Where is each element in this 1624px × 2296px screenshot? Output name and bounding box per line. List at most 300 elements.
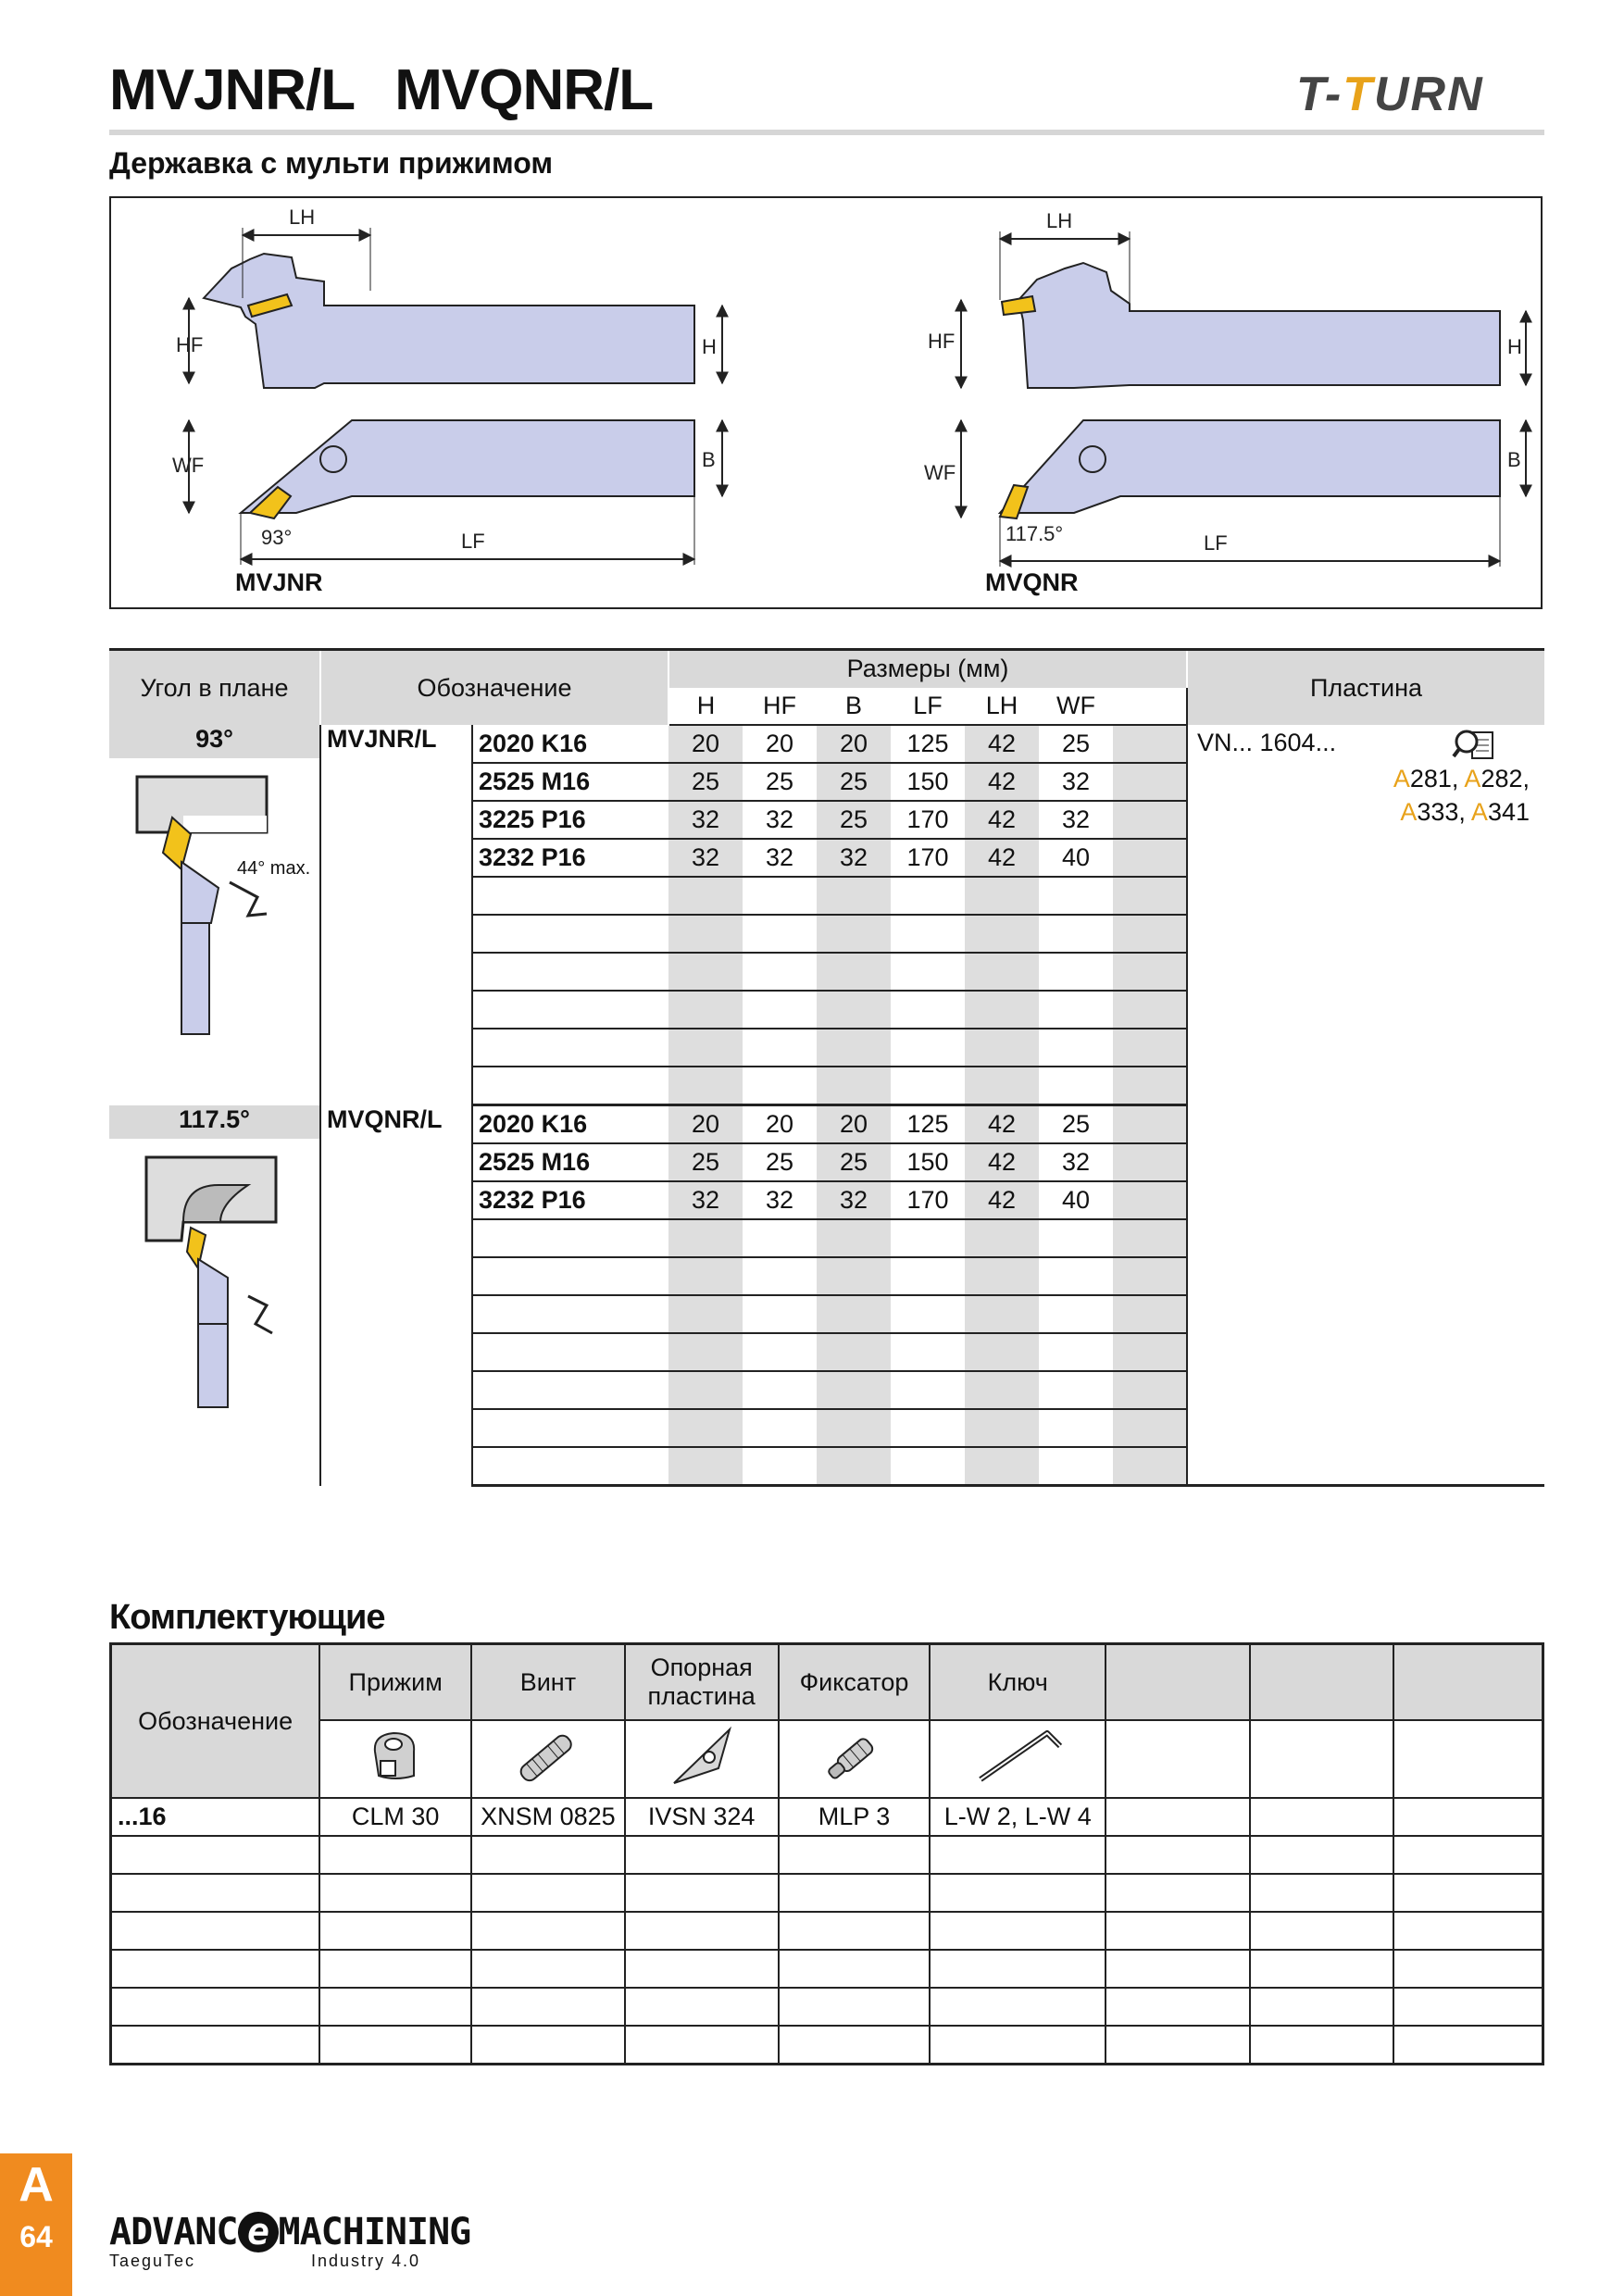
accessory-value bbox=[319, 1988, 471, 2026]
brand-pre: ADVANC bbox=[109, 2211, 238, 2253]
accessory-value bbox=[1250, 1836, 1393, 1874]
accessories-heading: Комплектующие bbox=[109, 1598, 385, 1637]
dim-value: 170 bbox=[891, 801, 965, 839]
dim-value: 42 bbox=[965, 1143, 1039, 1181]
dim-value: 25 bbox=[1039, 725, 1113, 763]
dim-value bbox=[743, 915, 817, 953]
accessory-value bbox=[1393, 1874, 1543, 1912]
dim-value: 170 bbox=[891, 839, 965, 877]
designation-code bbox=[472, 1219, 668, 1257]
dim-blank bbox=[1113, 1295, 1187, 1333]
dim-value: 42 bbox=[965, 1105, 1039, 1144]
dim-value bbox=[891, 1067, 965, 1105]
designation-code bbox=[472, 1409, 668, 1447]
dim-value bbox=[965, 1029, 1039, 1067]
accessory-designation bbox=[111, 1988, 320, 2026]
designation-code: 2525 M16 bbox=[472, 1143, 668, 1181]
dim-value: 125 bbox=[891, 1105, 965, 1144]
accessory-value bbox=[1250, 1798, 1393, 1836]
catalog-ref-link[interactable] bbox=[1400, 798, 1466, 826]
dim-value bbox=[891, 1333, 965, 1371]
designation-code: 3232 P16 bbox=[472, 1181, 668, 1219]
designation-code bbox=[472, 915, 668, 953]
dim-value bbox=[817, 877, 891, 915]
accessory-value bbox=[319, 1912, 471, 1950]
mvqnr-hf-label: HF bbox=[928, 330, 956, 353]
dim-value: 32 bbox=[743, 839, 817, 877]
dim-value: 32 bbox=[668, 801, 743, 839]
dim-value bbox=[743, 1409, 817, 1447]
accessory-designation bbox=[111, 1912, 320, 1950]
dim-value bbox=[668, 1219, 743, 1257]
accessory-row bbox=[111, 1912, 1543, 1950]
accessory-value bbox=[1393, 2026, 1543, 2065]
dim-value bbox=[668, 1371, 743, 1409]
lock-pin-icon bbox=[779, 1720, 931, 1798]
accessory-value bbox=[779, 1912, 931, 1950]
col-designation-header: Обозначение bbox=[320, 650, 668, 726]
dim-value bbox=[965, 1067, 1039, 1105]
dim-value: 25 bbox=[743, 1143, 817, 1181]
catalog-ref-link[interactable] bbox=[1471, 798, 1530, 826]
accessory-row bbox=[111, 1950, 1543, 1988]
accessory-value bbox=[1250, 1874, 1393, 1912]
mvjnr-side-view bbox=[189, 228, 722, 388]
accessory-value bbox=[625, 1950, 779, 1988]
dim-value bbox=[817, 1333, 891, 1371]
mvqnr-b-label: B bbox=[1507, 448, 1521, 471]
mvjnr-h-label: H bbox=[702, 335, 717, 358]
accessory-designation: ...16 bbox=[111, 1798, 320, 1836]
accessory-value bbox=[471, 1874, 625, 1912]
dim-value bbox=[743, 991, 817, 1029]
dim-value: 20 bbox=[743, 1105, 817, 1144]
designation-code: 2020 K16 bbox=[472, 725, 668, 763]
dim-value bbox=[1039, 1333, 1113, 1371]
dim-value bbox=[965, 915, 1039, 953]
angle-cell bbox=[109, 1105, 320, 1486]
accessory-value bbox=[1393, 1950, 1543, 1988]
accessory-value bbox=[319, 1874, 471, 1912]
brand-logo bbox=[109, 2211, 470, 2253]
acc-blank-icon-2 bbox=[1250, 1720, 1393, 1798]
dim-value: 32 bbox=[668, 1181, 743, 1219]
dim-value bbox=[817, 1067, 891, 1105]
dim-value bbox=[891, 991, 965, 1029]
accessory-value bbox=[930, 1912, 1106, 1950]
dim-value: 150 bbox=[891, 1143, 965, 1181]
dim-value bbox=[965, 1333, 1039, 1371]
dim-blank bbox=[1113, 763, 1187, 801]
dim-value bbox=[891, 915, 965, 953]
clamp-icon bbox=[319, 1720, 471, 1798]
accessory-designation bbox=[111, 1836, 320, 1874]
ref-number: 282, bbox=[1480, 765, 1530, 792]
accessory-value: CLM 30 bbox=[319, 1798, 471, 1836]
dim-value: 20 bbox=[743, 725, 817, 763]
accessories-table bbox=[109, 1642, 1544, 2065]
mvqnr-angle-label: 117.5° bbox=[1006, 522, 1064, 545]
dim-value: 32 bbox=[743, 801, 817, 839]
dim-value bbox=[743, 1447, 817, 1486]
accessory-designation bbox=[111, 1874, 320, 1912]
accessory-value bbox=[1106, 1912, 1249, 1950]
dim-blank bbox=[1113, 1257, 1187, 1295]
angle-cell bbox=[109, 725, 320, 1105]
dim-value: 25 bbox=[668, 763, 743, 801]
dim-value bbox=[965, 877, 1039, 915]
dim-value bbox=[817, 1295, 891, 1333]
dim-value bbox=[668, 915, 743, 953]
dim-value bbox=[1039, 1447, 1113, 1486]
dim-value bbox=[817, 953, 891, 991]
tool-diagram-svg bbox=[111, 198, 1541, 607]
ref-prefix: A bbox=[1393, 765, 1410, 792]
ref-prefix: A bbox=[1400, 798, 1418, 826]
dim-value: 42 bbox=[965, 839, 1039, 877]
accessory-row bbox=[111, 1988, 1543, 2026]
dim-blank bbox=[1113, 953, 1187, 991]
dim-value: 32 bbox=[817, 839, 891, 877]
dim-value bbox=[743, 1371, 817, 1409]
accessory-value bbox=[1106, 1798, 1249, 1836]
accessory-value bbox=[625, 1912, 779, 1950]
mvqnr-application-icon bbox=[109, 1139, 319, 1435]
acc-blank-header-3 bbox=[1393, 1644, 1543, 1721]
dim-value bbox=[965, 1371, 1039, 1409]
mvjnr-caption: MVJNR bbox=[235, 568, 323, 596]
dim-value: 32 bbox=[1039, 801, 1113, 839]
designation-code bbox=[472, 991, 668, 1029]
dim-blank bbox=[1113, 1409, 1187, 1447]
designation-code: 3232 P16 bbox=[472, 839, 668, 877]
dim-blank bbox=[1113, 1067, 1187, 1105]
dim-value: 25 bbox=[817, 763, 891, 801]
brand-sub-right: Industry 4.0 bbox=[311, 2252, 421, 2270]
dim-value bbox=[743, 1333, 817, 1371]
accessory-value bbox=[625, 1988, 779, 2026]
dim-value bbox=[891, 1371, 965, 1409]
ref-prefix: A bbox=[1464, 765, 1481, 792]
dim-value bbox=[891, 1257, 965, 1295]
dim-value bbox=[668, 1409, 743, 1447]
dim-value: 42 bbox=[965, 1181, 1039, 1219]
mvqnr-side-view bbox=[961, 231, 1526, 388]
catalog-ref-link[interactable] bbox=[1393, 765, 1459, 792]
dim-value: 20 bbox=[817, 1105, 891, 1144]
catalog-reference-icon[interactable] bbox=[1452, 727, 1498, 770]
shim-icon bbox=[625, 1720, 779, 1798]
accessory-value bbox=[1250, 1988, 1393, 2026]
accessories-table-body bbox=[111, 1798, 1543, 2065]
accessory-value bbox=[319, 2026, 471, 2065]
acc-clamp-header: Прижим bbox=[319, 1644, 471, 1721]
acc-screw-header: Винт bbox=[471, 1644, 625, 1721]
dim-blank bbox=[1113, 991, 1187, 1029]
catalog-refs bbox=[1197, 762, 1535, 829]
designation-code bbox=[472, 953, 668, 991]
mvjnr-application-icon bbox=[109, 758, 319, 1064]
dim-value bbox=[965, 1295, 1039, 1333]
designation-code bbox=[472, 1295, 668, 1333]
accessory-value bbox=[1106, 2026, 1249, 2065]
dim-value bbox=[817, 1371, 891, 1409]
accessory-value: IVSN 324 bbox=[625, 1798, 779, 1836]
angle-label: 93° bbox=[109, 725, 319, 758]
dim-value bbox=[817, 1447, 891, 1486]
accessory-value bbox=[625, 1836, 779, 1874]
dim-value bbox=[891, 1409, 965, 1447]
dim-value bbox=[817, 915, 891, 953]
accessory-value bbox=[930, 1988, 1106, 2026]
dim-value bbox=[743, 1257, 817, 1295]
dim-value bbox=[743, 1067, 817, 1105]
mvjnr-angle-label: 93° bbox=[261, 526, 293, 549]
designation-code: 2525 M16 bbox=[472, 763, 668, 801]
ref-number: 333, bbox=[1417, 798, 1466, 826]
accessory-value: XNSM 0825 bbox=[471, 1798, 625, 1836]
mvqnr-h-label: H bbox=[1507, 335, 1522, 358]
accessory-value bbox=[319, 1836, 471, 1874]
dim-value bbox=[668, 1333, 743, 1371]
dim-value: 32 bbox=[817, 1181, 891, 1219]
page-subtitle: Державка с мульти прижимом bbox=[109, 146, 554, 180]
mvqnr-caption: MVQNR bbox=[985, 568, 1079, 596]
dim-lf-header: LF bbox=[891, 688, 965, 726]
dim-value bbox=[1039, 1067, 1113, 1105]
designation-code bbox=[472, 1333, 668, 1371]
dim-value: 42 bbox=[965, 801, 1039, 839]
dim-value: 20 bbox=[668, 725, 743, 763]
dim-value: 25 bbox=[1039, 1105, 1113, 1144]
dim-blank bbox=[1113, 1371, 1187, 1409]
dim-value bbox=[668, 953, 743, 991]
designation-code: 2020 K16 bbox=[472, 1105, 668, 1144]
accessory-value bbox=[1250, 2026, 1393, 2065]
dim-value: 32 bbox=[1039, 763, 1113, 801]
dim-value: 32 bbox=[668, 839, 743, 877]
ref-number: 281, bbox=[1409, 765, 1459, 792]
page-number: 64 bbox=[19, 2220, 53, 2253]
tool-diagram-panel bbox=[109, 196, 1543, 609]
dim-hf-header: HF bbox=[743, 688, 817, 726]
dim-value: 40 bbox=[1039, 839, 1113, 877]
dim-value bbox=[817, 991, 891, 1029]
accessory-value bbox=[930, 2026, 1106, 2065]
series-cell: MVJNR/L bbox=[320, 725, 472, 1105]
accessory-row bbox=[111, 1836, 1543, 1874]
dim-value bbox=[891, 1029, 965, 1067]
dim-value: 170 bbox=[891, 1181, 965, 1219]
spec-table bbox=[109, 648, 1544, 1487]
mvjnr-lf-label: LF bbox=[461, 530, 485, 553]
dim-value: 25 bbox=[668, 1143, 743, 1181]
dim-lh-header: LH bbox=[965, 688, 1039, 726]
dim-value bbox=[743, 1029, 817, 1067]
accessory-value bbox=[1106, 1836, 1249, 1874]
dim-value bbox=[891, 953, 965, 991]
dim-blank bbox=[1113, 1105, 1187, 1144]
dim-value bbox=[1039, 953, 1113, 991]
dim-blank bbox=[1113, 839, 1187, 877]
dim-value bbox=[1039, 1371, 1113, 1409]
dim-value bbox=[891, 877, 965, 915]
dim-value: 125 bbox=[891, 725, 965, 763]
dim-value: 25 bbox=[743, 763, 817, 801]
accessory-row bbox=[111, 1798, 1543, 1836]
dim-blank bbox=[1113, 877, 1187, 915]
mvjnr-hf-label: HF bbox=[176, 333, 204, 356]
dim-value bbox=[965, 1409, 1039, 1447]
insert-cell bbox=[1187, 725, 1544, 1486]
brand-post: MACHINING bbox=[278, 2211, 471, 2253]
mvqnr-lf-label: LF bbox=[1204, 531, 1228, 555]
accessory-value bbox=[930, 1836, 1106, 1874]
brand-e: e bbox=[238, 2212, 279, 2252]
accessory-value bbox=[779, 1836, 931, 1874]
acc-shim-header: Опорная пластина bbox=[625, 1644, 779, 1721]
dim-value bbox=[743, 877, 817, 915]
logo-post: URN bbox=[1373, 68, 1484, 121]
dim-b-header: B bbox=[817, 688, 891, 726]
hex-key-icon bbox=[930, 1720, 1106, 1798]
mvjnr-lh-label: LH bbox=[289, 206, 316, 229]
logo-accent: T bbox=[1343, 68, 1374, 121]
accessory-value bbox=[471, 2026, 625, 2065]
spec-table-body bbox=[109, 725, 1544, 1486]
dim-value bbox=[668, 1295, 743, 1333]
dim-blank-header bbox=[1113, 688, 1187, 726]
angle-label: 117.5° bbox=[109, 1105, 319, 1139]
dim-value bbox=[743, 1295, 817, 1333]
accessory-value bbox=[1106, 1874, 1249, 1912]
designation-code bbox=[472, 1067, 668, 1105]
accessory-value bbox=[1393, 1798, 1543, 1836]
col-angle-header: Угол в плане bbox=[109, 650, 320, 726]
dim-value bbox=[668, 1029, 743, 1067]
dim-value: 40 bbox=[1039, 1181, 1113, 1219]
dim-value: 25 bbox=[817, 1143, 891, 1181]
acc-blank-header-1 bbox=[1106, 1644, 1249, 1721]
accessory-value bbox=[1106, 1950, 1249, 1988]
dim-value bbox=[1039, 915, 1113, 953]
mvqnr-wf-label: WF bbox=[924, 461, 956, 484]
title-rule bbox=[109, 130, 1544, 135]
dim-value bbox=[891, 1219, 965, 1257]
page-title: MVJNR/L MVQNR/L bbox=[109, 58, 654, 122]
accessory-value bbox=[779, 1950, 931, 1988]
dim-value bbox=[965, 991, 1039, 1029]
mvjnr-b-label: B bbox=[702, 448, 716, 471]
dim-blank bbox=[1113, 1447, 1187, 1486]
dim-value bbox=[668, 991, 743, 1029]
dim-value: 150 bbox=[891, 763, 965, 801]
dim-value bbox=[817, 1219, 891, 1257]
accessory-value: L-W 2, L-W 4 bbox=[930, 1798, 1106, 1836]
accessory-value bbox=[930, 1950, 1106, 1988]
dim-wf-header: WF bbox=[1039, 688, 1113, 726]
dim-value bbox=[965, 953, 1039, 991]
accessory-value bbox=[779, 2026, 931, 2065]
t-turn-logo bbox=[1296, 67, 1484, 122]
accessory-value: MLP 3 bbox=[779, 1798, 931, 1836]
dim-blank bbox=[1113, 1143, 1187, 1181]
accessory-value bbox=[1393, 1836, 1543, 1874]
accessory-value bbox=[1106, 1988, 1249, 2026]
acc-blank-header-2 bbox=[1250, 1644, 1393, 1721]
accessory-value bbox=[1393, 1988, 1543, 2026]
accessory-value bbox=[779, 1988, 931, 2026]
dim-value bbox=[668, 1447, 743, 1486]
dim-blank bbox=[1113, 1181, 1187, 1219]
acc-blank-icon-3 bbox=[1393, 1720, 1543, 1798]
insert-line bbox=[1197, 729, 1535, 762]
acc-designation-header: Обозначение bbox=[111, 1644, 320, 1799]
dim-value bbox=[965, 1257, 1039, 1295]
dim-blank bbox=[1113, 915, 1187, 953]
accessory-designation bbox=[111, 1950, 320, 1988]
acc-lock-header: Фиксатор bbox=[779, 1644, 931, 1721]
series-cell: MVQNR/L bbox=[320, 1105, 472, 1486]
dim-value: 32 bbox=[743, 1181, 817, 1219]
dim-value bbox=[1039, 1257, 1113, 1295]
accessory-value bbox=[779, 1874, 931, 1912]
dim-value bbox=[1039, 1219, 1113, 1257]
dim-value bbox=[891, 1447, 965, 1486]
section-letter: A bbox=[19, 2158, 54, 2212]
dim-blank bbox=[1113, 1333, 1187, 1371]
dim-value bbox=[817, 1029, 891, 1067]
dim-value: 20 bbox=[817, 725, 891, 763]
dim-value bbox=[965, 1219, 1039, 1257]
accessory-value bbox=[625, 1874, 779, 1912]
designation-code bbox=[472, 877, 668, 915]
dim-blank bbox=[1113, 1029, 1187, 1067]
spec-row bbox=[109, 725, 1544, 763]
dim-value: 25 bbox=[817, 801, 891, 839]
dim-blank bbox=[1113, 725, 1187, 763]
dim-value bbox=[1039, 877, 1113, 915]
brand-sub-left: TaeguTec bbox=[109, 2252, 196, 2270]
screw-icon bbox=[471, 1720, 625, 1798]
acc-key-header: Ключ bbox=[930, 1644, 1106, 1721]
accessory-value bbox=[471, 1950, 625, 1988]
mvqnr-lh-label: LH bbox=[1046, 209, 1073, 232]
mvjnr-wf-label: WF bbox=[172, 454, 205, 477]
dim-value bbox=[1039, 1029, 1113, 1067]
ref-prefix: A bbox=[1470, 798, 1488, 826]
accessory-value bbox=[930, 1874, 1106, 1912]
designation-code bbox=[472, 1447, 668, 1486]
dim-value: 42 bbox=[965, 725, 1039, 763]
dim-value bbox=[817, 1257, 891, 1295]
dim-value bbox=[891, 1295, 965, 1333]
dim-value bbox=[817, 1409, 891, 1447]
dim-value bbox=[743, 1219, 817, 1257]
ref-number: 341 bbox=[1487, 798, 1530, 826]
dim-value bbox=[743, 953, 817, 991]
accessory-value bbox=[1250, 1912, 1393, 1950]
dim-blank bbox=[1113, 801, 1187, 839]
dim-value bbox=[1039, 1409, 1113, 1447]
dim-value bbox=[668, 1067, 743, 1105]
dim-value bbox=[965, 1447, 1039, 1486]
designation-code: 3225 P16 bbox=[472, 801, 668, 839]
dim-value bbox=[668, 877, 743, 915]
col-insert-header: Пластина bbox=[1309, 673, 1423, 702]
designation-code bbox=[472, 1371, 668, 1409]
designation-code bbox=[472, 1257, 668, 1295]
